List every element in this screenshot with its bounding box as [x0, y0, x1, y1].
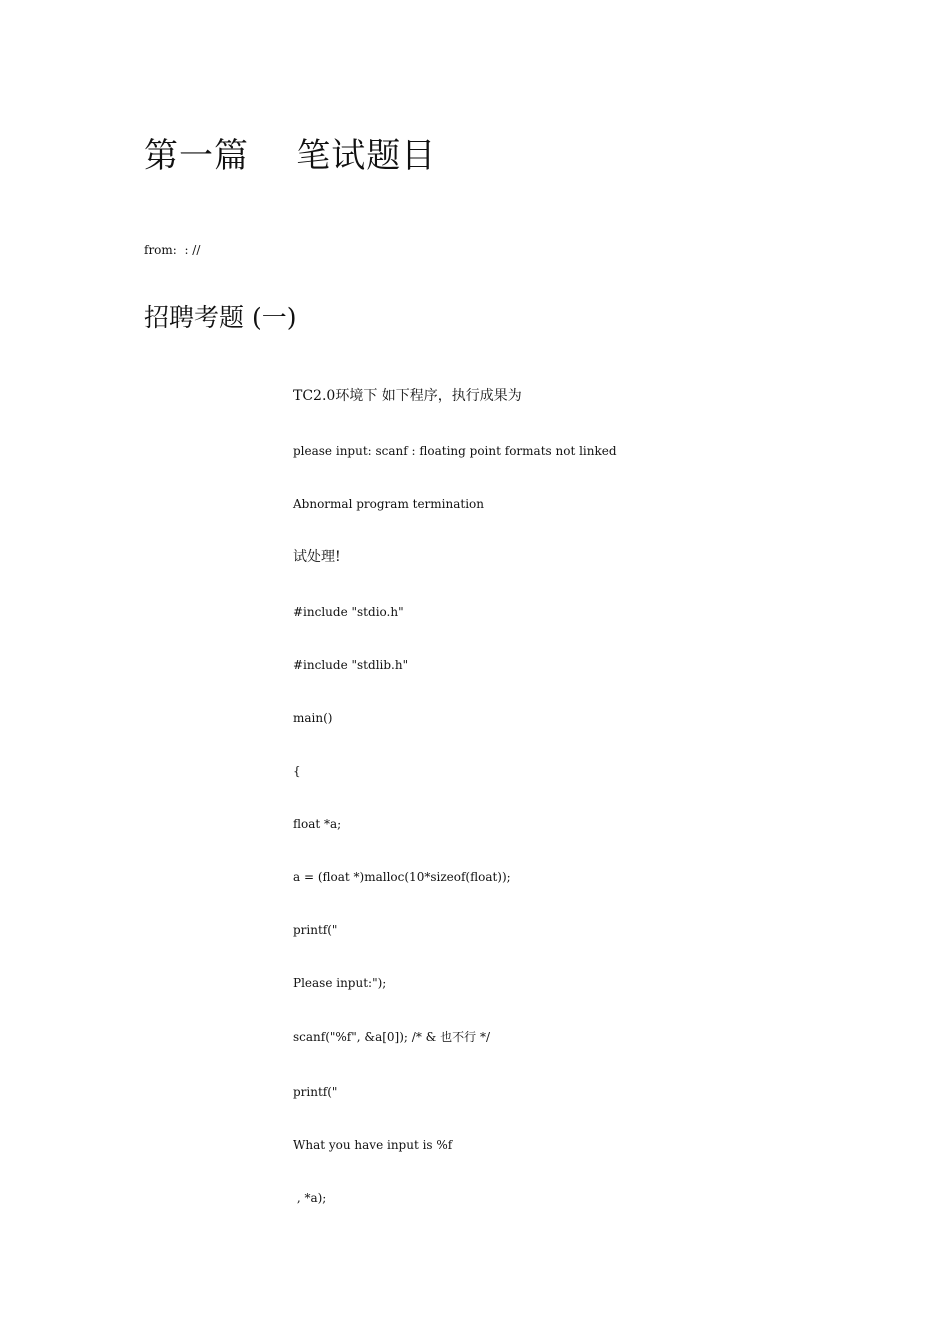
code-line: Please input:"); [293, 976, 387, 990]
question-line: TC2.0环境下 如下程序，执行成果为 [293, 388, 522, 404]
code-line: main() [293, 711, 333, 725]
instruction-line: 试处理! [293, 549, 341, 565]
code-line: , *a); [293, 1191, 327, 1205]
code-line: { [293, 764, 301, 778]
code-line: #include "stdlib.h" [293, 658, 409, 672]
error-message-line: Abnormal program termination [293, 497, 485, 511]
code-line: printf(" [293, 1085, 338, 1099]
code-line: float *a; [293, 817, 342, 831]
code-line: printf(" [293, 923, 338, 937]
chapter-title: 第一篇 笔试题目 [144, 136, 437, 176]
code-line: What you have input is %f [293, 1138, 453, 1152]
source-line: from: : // [144, 243, 201, 257]
code-line: a = (float *)malloc(10*sizeof(float)); [293, 870, 511, 884]
code-line: #include "stdio.h" [293, 605, 404, 619]
code-line: scanf("%f", &a[0]); /* & 也不行 */ [293, 1030, 490, 1044]
section-title: 招聘考题 (一) [144, 303, 297, 332]
error-message-line: please input: scanf : floating point formats not linked [293, 444, 617, 458]
